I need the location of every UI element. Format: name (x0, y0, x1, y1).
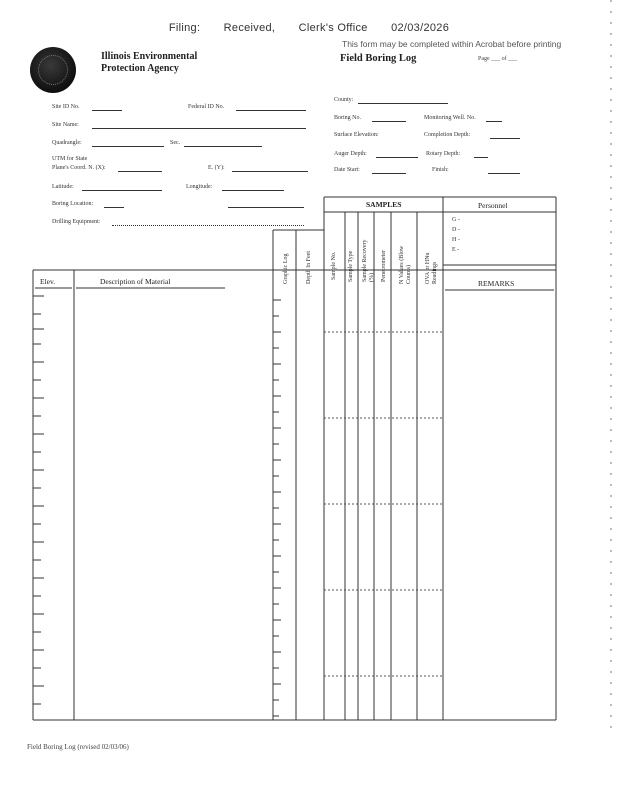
monitoring-well-label: Monitoring Well. No. (424, 115, 476, 121)
personnel-g: G - (452, 217, 460, 223)
longitude-label: Longitude: (186, 184, 213, 190)
rotary-depth-label: Rotary Depth: (426, 151, 461, 157)
e-coord-label: E. (Y): (208, 165, 225, 171)
depth-header: Depth In Feet (306, 251, 312, 284)
utm-label: UTM for State (52, 156, 88, 162)
quadrangle-label: Quadrangle: (52, 140, 82, 146)
latitude-label: Latitude: (52, 184, 74, 190)
agency-line-2: Protection Agency (101, 63, 179, 74)
clerks-office-label: Clerk's Office (298, 22, 368, 34)
sample-type-header: Sample Type (348, 250, 354, 282)
penetrometer-header: Penetrometer (381, 250, 387, 282)
ova-header: OVA or HNu Readings (425, 252, 438, 284)
elev-header: Elev. (40, 277, 56, 286)
site-name-label: Site Name: (52, 122, 79, 128)
sec-label: Sec. (170, 140, 181, 146)
filing-date: 02/03/2026 (391, 22, 450, 34)
acrobat-notice: This form may be completed within Acrobat before printing (342, 39, 562, 49)
surface-elevation-label: Surface Elevation: (334, 132, 379, 138)
form-title: Field Boring Log (340, 53, 417, 64)
personnel-e: E - (452, 247, 460, 253)
form-footer: Field Boring Log (revised 02/03/06) (27, 743, 129, 751)
date-start-label: Date Start: (334, 167, 360, 173)
recovery-header: Sample Recovery (%) (362, 239, 375, 282)
description-header: Description of Material (100, 277, 171, 286)
remarks-header: REMARKS (478, 279, 515, 288)
completion-depth-label: Completion Depth: (424, 132, 471, 138)
received-label: Received, (223, 22, 276, 34)
n-values-header: N Values (Blow Counts) (399, 245, 412, 284)
boring-location-label: Boring Location: (52, 201, 94, 207)
personnel-h: H - (452, 237, 460, 243)
finish-label: Finish: (432, 167, 449, 173)
drilling-equipment-label: Drilling Equipment: (52, 219, 101, 225)
county-label: County: (334, 97, 354, 103)
auger-depth-label: Auger Depth: (334, 151, 367, 157)
page-number-label: Page ___ of ___ (478, 56, 518, 62)
federal-id-label: Federal ID No. (188, 104, 225, 110)
plane-coord-label: Plane's Coord. N. (X): (52, 165, 106, 171)
sample-no-header: Sample No. (331, 251, 337, 280)
agency-line-1: Illinois Environmental (101, 51, 198, 62)
samples-header: SAMPLES (366, 200, 402, 209)
personnel-d: D - (452, 227, 460, 233)
graphic-log-header: Graphic Log (283, 253, 289, 284)
site-id-label: Site ID No. (52, 104, 80, 110)
boring-no-label: Boring No. (334, 115, 361, 121)
filing-label: Filing: (168, 22, 201, 34)
personnel-header: Personnel (478, 201, 508, 210)
